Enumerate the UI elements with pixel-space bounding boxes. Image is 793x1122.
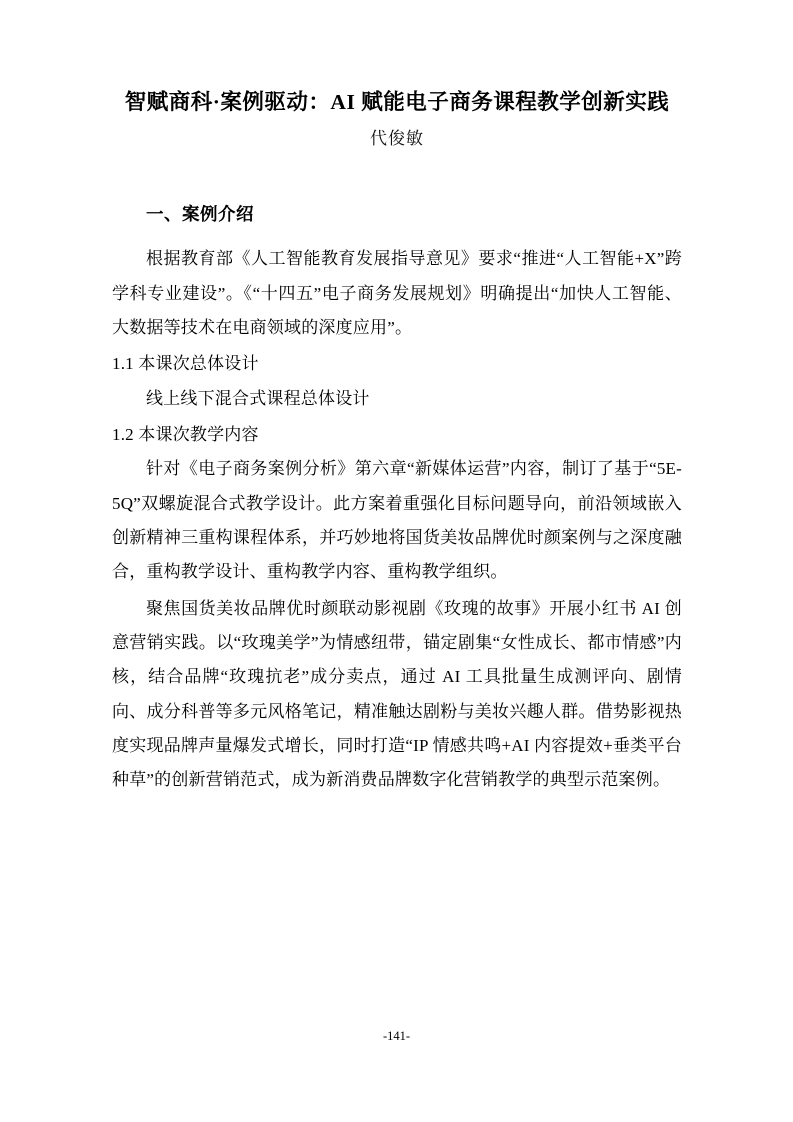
paragraph-1-3: 聚焦国货美妆品牌优时颜联动影视剧《玫瑰的故事》开展小红书 AI 创意营销实践。以“玫瑰美学”为情感纽带，锚定剧集“女性成长、都市情感”内核，结合品牌“玫瑰抗老”成分卖点，通过 AI 工具批量生成测评向、剧情向、成分科普等多元风格笔记，精准触达剧粉与美妆兴趣人群。借势影视热度实现品牌声量爆发式增长，同时打造“IP 情感共鸣+AI 内容提效+垂类平台种草”的创新营销范式，成为新消费品牌数字化营销教学的典型示范案例。 [112,598,682,790]
subheading-1-2: 1.2 本课次教学内容 [112,424,259,444]
paragraph-1-1: 线上线下混合式课程总体设计 [146,388,370,408]
page-title: 智赋商科·案例驱动：AI 赋能电子商务课程教学创新实践 [124,90,670,114]
paragraph-1-2: 针对《电子商务案例分析》第六章“新媒体运营”内容，制订了基于“5E-5Q”双螺旋混合式教学设计。此方案着重强化目标问题导向，前沿领域嵌入创新精神三重构课程体系，并巧妙地将国货美妆品牌优时颜案例与之深度融合，重构教学设计、重构教学内容、重构教学组织。 [112,459,682,582]
subheading-1-1: 1.1 本课次总体设计 [112,354,259,374]
author-name: 代俊敏 [370,129,424,149]
page-number: -141- [382,1029,411,1043]
section-heading-1: 一、案例介绍 [146,204,254,225]
page-content [112,86,682,800]
paragraph-intro: 根据教育部《人工智能教育发展指导意见》要求“推进“人工智能+X”跨学科专业建设”。《“十四五”电子商务发展规划》明确提出“加快人工智能、大数据等技术在电商领域的深度应用”。 [112,249,682,337]
